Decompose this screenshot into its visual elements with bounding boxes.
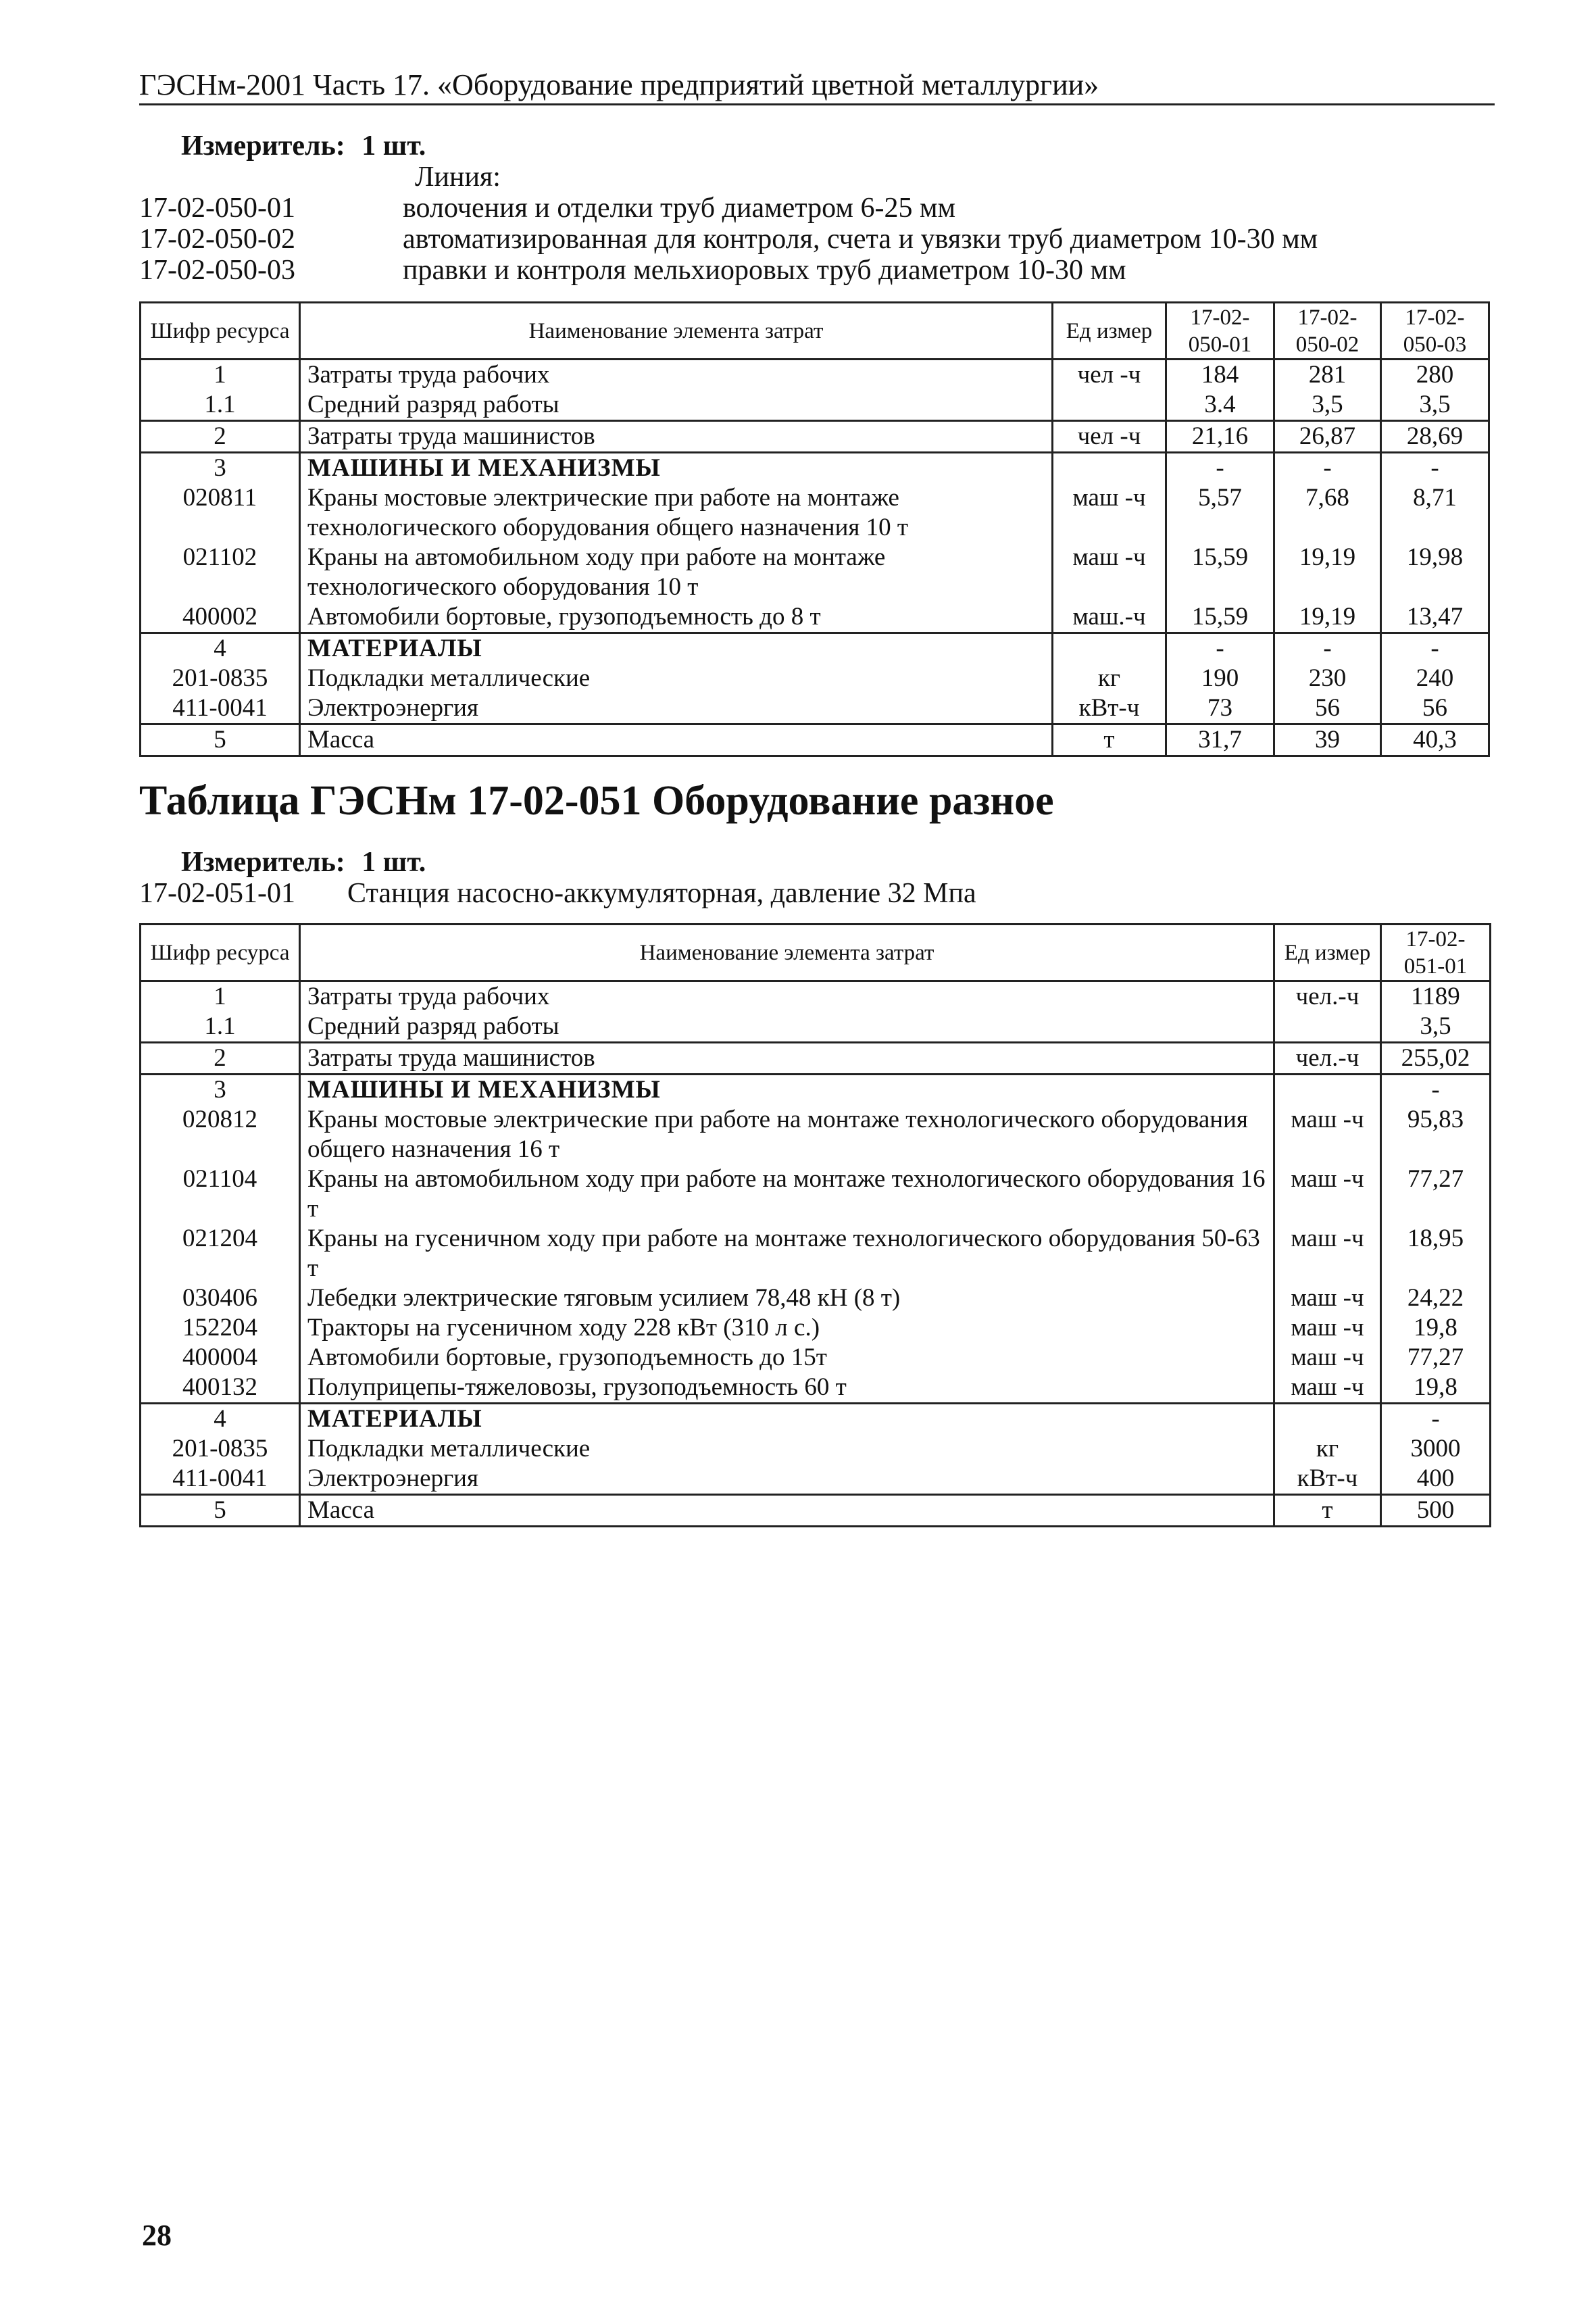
running-header: ГЭСНм-2001 Часть 17. «Оборудование предприятий цветной металлургии» bbox=[139, 68, 1099, 101]
cell-unit: чел -ч bbox=[1053, 421, 1166, 453]
cell-code: 020811 bbox=[141, 483, 300, 543]
norm-code: 17-02-050-02 bbox=[139, 224, 295, 255]
cell-value: 240 bbox=[1381, 664, 1489, 693]
resource-table-2 bbox=[139, 923, 1491, 1527]
header-code: Шифр ресурса bbox=[141, 925, 300, 981]
cell-unit: кВт-ч bbox=[1053, 693, 1166, 724]
norm-description: волочения и отделки труб диаметром 6-25 мм bbox=[403, 193, 956, 224]
cell-code: 021104 bbox=[141, 1164, 300, 1224]
cell-value: 3000 bbox=[1381, 1434, 1491, 1464]
cell-value: 19,8 bbox=[1381, 1313, 1491, 1343]
cell-name: Краны на автомобильном ходу при работе на монтаже технологического оборудования 16 т bbox=[300, 1164, 1274, 1224]
cell-value: 184 bbox=[1166, 360, 1274, 391]
cell-value: 1189 bbox=[1381, 981, 1491, 1012]
table-row bbox=[141, 1012, 1491, 1043]
cell-value: 31,7 bbox=[1166, 724, 1274, 756]
cell-unit: маш -ч bbox=[1053, 483, 1166, 543]
cell-name: Автомобили бортовые, грузоподъемность до 8 т bbox=[300, 602, 1053, 633]
cell-value: 24,22 bbox=[1381, 1283, 1491, 1313]
cell-value: 190 bbox=[1166, 664, 1274, 693]
cell-value: 5,57 bbox=[1166, 483, 1274, 543]
table-row bbox=[141, 421, 1489, 453]
cell-value: - bbox=[1274, 633, 1381, 664]
table-row bbox=[141, 390, 1489, 421]
cell-unit bbox=[1053, 390, 1166, 421]
norm-code: 17-02-050-03 bbox=[139, 255, 295, 286]
header-name: Наименование элемента затрат bbox=[300, 925, 1274, 981]
cell-unit: кг bbox=[1053, 664, 1166, 693]
header-col-2: 17-02-050-02 bbox=[1274, 303, 1381, 360]
cell-name: Краны на гусеничном ходу при работе на монтаже технологического оборудования 50-63 т bbox=[300, 1224, 1274, 1283]
table-row bbox=[141, 483, 1489, 543]
table-row bbox=[141, 1464, 1491, 1495]
cell-name: Масса bbox=[300, 724, 1053, 756]
cell-value: 3,5 bbox=[1274, 390, 1381, 421]
cell-code: 411-0041 bbox=[141, 693, 300, 724]
table-row bbox=[141, 1434, 1491, 1464]
cell-unit bbox=[1274, 1075, 1381, 1106]
cell-name: Краны мостовые электрические при работе на монтаже технологического оборудования общего назначения 10 т bbox=[300, 483, 1053, 543]
section-heading: МАТЕРИАЛЫ bbox=[300, 633, 1053, 664]
cell-value: - bbox=[1381, 1404, 1491, 1435]
measure-label: Измеритель: bbox=[181, 847, 345, 878]
cell-value: 280 bbox=[1381, 360, 1489, 391]
code-row bbox=[139, 877, 976, 910]
norm-code: 17-02-050-01 bbox=[139, 193, 295, 224]
cell-code: 2 bbox=[141, 1043, 300, 1075]
cell-value: - bbox=[1166, 633, 1274, 664]
cell-value: 19,19 bbox=[1274, 602, 1381, 633]
header-unit: Ед измер bbox=[1053, 303, 1166, 360]
measure-value: 1 шт. bbox=[361, 130, 426, 162]
cell-name: Краны мостовые электрические при работе на монтаже технологического оборудования общего назначения 16 т bbox=[300, 1105, 1274, 1164]
cell-unit: маш -ч bbox=[1274, 1343, 1381, 1373]
cell-unit: чел.-ч bbox=[1274, 981, 1381, 1012]
cell-unit: чел -ч bbox=[1053, 360, 1166, 391]
norm-description: автоматизированная для контроля, счета и увязки труб диаметром 10-30 мм bbox=[403, 224, 1318, 255]
table-row bbox=[141, 1105, 1491, 1164]
norm-description: Станция насосно-аккумуляторная, давление 32 Мпа bbox=[347, 878, 976, 909]
cell-value: 19,19 bbox=[1274, 543, 1381, 602]
cell-value: 19,98 bbox=[1381, 543, 1489, 602]
cell-code: 021204 bbox=[141, 1224, 300, 1283]
cell-value: 77,27 bbox=[1381, 1164, 1491, 1224]
cell-unit: маш -ч bbox=[1274, 1224, 1381, 1283]
cell-name: Затраты труда рабочих bbox=[300, 360, 1053, 391]
cell-unit: маш.-ч bbox=[1053, 602, 1166, 633]
section-heading: МАШИНЫ И МЕХАНИЗМЫ bbox=[300, 453, 1053, 484]
cell-name: Подкладки металлические bbox=[300, 1434, 1274, 1464]
cell-value: 56 bbox=[1274, 693, 1381, 724]
cell-value: - bbox=[1381, 633, 1489, 664]
cell-code: 3 bbox=[141, 1075, 300, 1106]
cell-unit: чел.-ч bbox=[1274, 1043, 1381, 1075]
table-row bbox=[141, 633, 1489, 664]
resource-table-1 bbox=[139, 301, 1490, 757]
header-col-1: 17-02-051-01 bbox=[1381, 925, 1491, 981]
header-code: Шифр ресурса bbox=[141, 303, 300, 360]
cell-value: 15,59 bbox=[1166, 543, 1274, 602]
norm-code: 17-02-051-01 bbox=[139, 878, 295, 909]
cell-name: Электроэнергия bbox=[300, 693, 1053, 724]
cell-unit: т bbox=[1053, 724, 1166, 756]
page-number: 28 bbox=[142, 2219, 172, 2252]
cell-name: Краны на автомобильном ходу при работе на монтаже технологического оборудования 10 т bbox=[300, 543, 1053, 602]
cell-unit: кВт-ч bbox=[1274, 1464, 1381, 1495]
table-row bbox=[141, 1495, 1491, 1527]
cell-code: 021102 bbox=[141, 543, 300, 602]
cell-name: Подкладки металлические bbox=[300, 664, 1053, 693]
cell-code: 400132 bbox=[141, 1373, 300, 1404]
cell-unit: кг bbox=[1274, 1434, 1381, 1464]
cell-unit: маш -ч bbox=[1053, 543, 1166, 602]
cell-value: 3,5 bbox=[1381, 390, 1489, 421]
cell-name: Затраты труда машинистов bbox=[300, 1043, 1274, 1075]
cell-value: 8,71 bbox=[1381, 483, 1489, 543]
table-row bbox=[141, 1404, 1491, 1435]
cell-code: 1 bbox=[141, 360, 300, 391]
cell-code: 1.1 bbox=[141, 390, 300, 421]
code-row bbox=[139, 192, 956, 224]
cell-code: 2 bbox=[141, 421, 300, 453]
section-heading: МАШИНЫ И МЕХАНИЗМЫ bbox=[300, 1075, 1274, 1106]
header-col-1: 17-02-050-01 bbox=[1166, 303, 1274, 360]
cell-value: 255,02 bbox=[1381, 1043, 1491, 1075]
table-row bbox=[141, 1224, 1491, 1283]
cell-code: 3 bbox=[141, 453, 300, 484]
cell-value: 95,83 bbox=[1381, 1105, 1491, 1164]
cell-unit: т bbox=[1274, 1495, 1381, 1527]
cell-name: Тракторы на гусеничном ходу 228 кВт (310 л с.) bbox=[300, 1313, 1274, 1343]
cell-name: Лебедки электрические тяговым усилием 78,48 кН (8 т) bbox=[300, 1283, 1274, 1313]
table-row bbox=[141, 724, 1489, 756]
table-row bbox=[141, 360, 1489, 391]
header-name: Наименование элемента затрат bbox=[300, 303, 1053, 360]
cell-code: 1 bbox=[141, 981, 300, 1012]
table-row bbox=[141, 981, 1491, 1012]
cell-unit: маш -ч bbox=[1274, 1105, 1381, 1164]
measure-line-1 bbox=[181, 130, 426, 162]
cell-code: 400004 bbox=[141, 1343, 300, 1373]
cell-value: 56 bbox=[1381, 693, 1489, 724]
table-row bbox=[141, 1343, 1491, 1373]
table-row bbox=[141, 693, 1489, 724]
cell-unit: маш -ч bbox=[1274, 1164, 1381, 1224]
header-col-3: 17-02-050-03 bbox=[1381, 303, 1489, 360]
cell-unit: маш -ч bbox=[1274, 1283, 1381, 1313]
table-row bbox=[141, 453, 1489, 484]
cell-name: Автомобили бортовые, грузоподъемность до 15т bbox=[300, 1343, 1274, 1373]
measure-label: Измеритель: bbox=[181, 130, 345, 162]
cell-code: 030406 bbox=[141, 1283, 300, 1313]
table-row bbox=[141, 664, 1489, 693]
cell-code: 201-0835 bbox=[141, 664, 300, 693]
cell-value: 26,87 bbox=[1274, 421, 1381, 453]
cell-value: 3.4 bbox=[1166, 390, 1274, 421]
cell-code: 152204 bbox=[141, 1313, 300, 1343]
cell-value: 15,59 bbox=[1166, 602, 1274, 633]
table-row bbox=[141, 1075, 1491, 1106]
cell-name: Затраты труда рабочих bbox=[300, 981, 1274, 1012]
cell-value: - bbox=[1381, 453, 1489, 484]
cell-unit: маш -ч bbox=[1274, 1313, 1381, 1343]
cell-value: 77,27 bbox=[1381, 1343, 1491, 1373]
cell-code: 020812 bbox=[141, 1105, 300, 1164]
cell-code: 4 bbox=[141, 1404, 300, 1435]
line-title: Линия: bbox=[415, 162, 501, 193]
cell-name: Затраты труда машинистов bbox=[300, 421, 1053, 453]
cell-value: 39 bbox=[1274, 724, 1381, 756]
cell-name: Электроэнергия bbox=[300, 1464, 1274, 1495]
table-title: Таблица ГЭСНм 17-02-051 Оборудование разное bbox=[139, 778, 1054, 824]
measure-line-2 bbox=[181, 846, 426, 879]
cell-code: 400002 bbox=[141, 602, 300, 633]
cell-value: 500 bbox=[1381, 1495, 1491, 1527]
cell-unit bbox=[1274, 1012, 1381, 1043]
table-row bbox=[141, 1313, 1491, 1343]
cell-code: 411-0041 bbox=[141, 1464, 300, 1495]
cell-name: Масса bbox=[300, 1495, 1274, 1527]
norm-description: правки и контроля мельхиоровых труб диаметром 10-30 мм bbox=[403, 255, 1126, 286]
cell-code: 1.1 bbox=[141, 1012, 300, 1043]
table-row bbox=[141, 1164, 1491, 1224]
table-row bbox=[141, 1283, 1491, 1313]
measure-value: 1 шт. bbox=[361, 847, 426, 878]
cell-unit bbox=[1274, 1404, 1381, 1435]
cell-name: Средний разряд работы bbox=[300, 390, 1053, 421]
header-rule bbox=[139, 103, 1495, 105]
cell-value: 73 bbox=[1166, 693, 1274, 724]
cell-code: 4 bbox=[141, 633, 300, 664]
cell-code: 5 bbox=[141, 724, 300, 756]
cell-unit bbox=[1053, 633, 1166, 664]
cell-value: 3,5 bbox=[1381, 1012, 1491, 1043]
cell-value: - bbox=[1381, 1075, 1491, 1106]
cell-value: - bbox=[1274, 453, 1381, 484]
cell-code: 201-0835 bbox=[141, 1434, 300, 1464]
cell-value: 40,3 bbox=[1381, 724, 1489, 756]
code-row bbox=[139, 254, 1126, 287]
cell-code: 5 bbox=[141, 1495, 300, 1527]
cell-value: 13,47 bbox=[1381, 602, 1489, 633]
cell-unit bbox=[1053, 453, 1166, 484]
cell-value: 28,69 bbox=[1381, 421, 1489, 453]
cell-name: Полуприцепы-тяжеловозы, грузоподъемность 60 т bbox=[300, 1373, 1274, 1404]
cell-value: 7,68 bbox=[1274, 483, 1381, 543]
cell-name: Средний разряд работы bbox=[300, 1012, 1274, 1043]
cell-value: 18,95 bbox=[1381, 1224, 1491, 1283]
cell-value: 281 bbox=[1274, 360, 1381, 391]
header-unit: Ед измер bbox=[1274, 925, 1381, 981]
cell-value: 400 bbox=[1381, 1464, 1491, 1495]
table-row bbox=[141, 602, 1489, 633]
table-row bbox=[141, 543, 1489, 602]
table-header-row bbox=[141, 303, 1489, 360]
code-row bbox=[139, 223, 1318, 255]
table-row bbox=[141, 1373, 1491, 1404]
table-row bbox=[141, 1043, 1491, 1075]
cell-value: 230 bbox=[1274, 664, 1381, 693]
cell-unit: маш -ч bbox=[1274, 1373, 1381, 1404]
table-header-row bbox=[141, 925, 1491, 981]
cell-value: 19,8 bbox=[1381, 1373, 1491, 1404]
cell-value: 21,16 bbox=[1166, 421, 1274, 453]
section-heading: МАТЕРИАЛЫ bbox=[300, 1404, 1274, 1435]
cell-value: - bbox=[1166, 453, 1274, 484]
